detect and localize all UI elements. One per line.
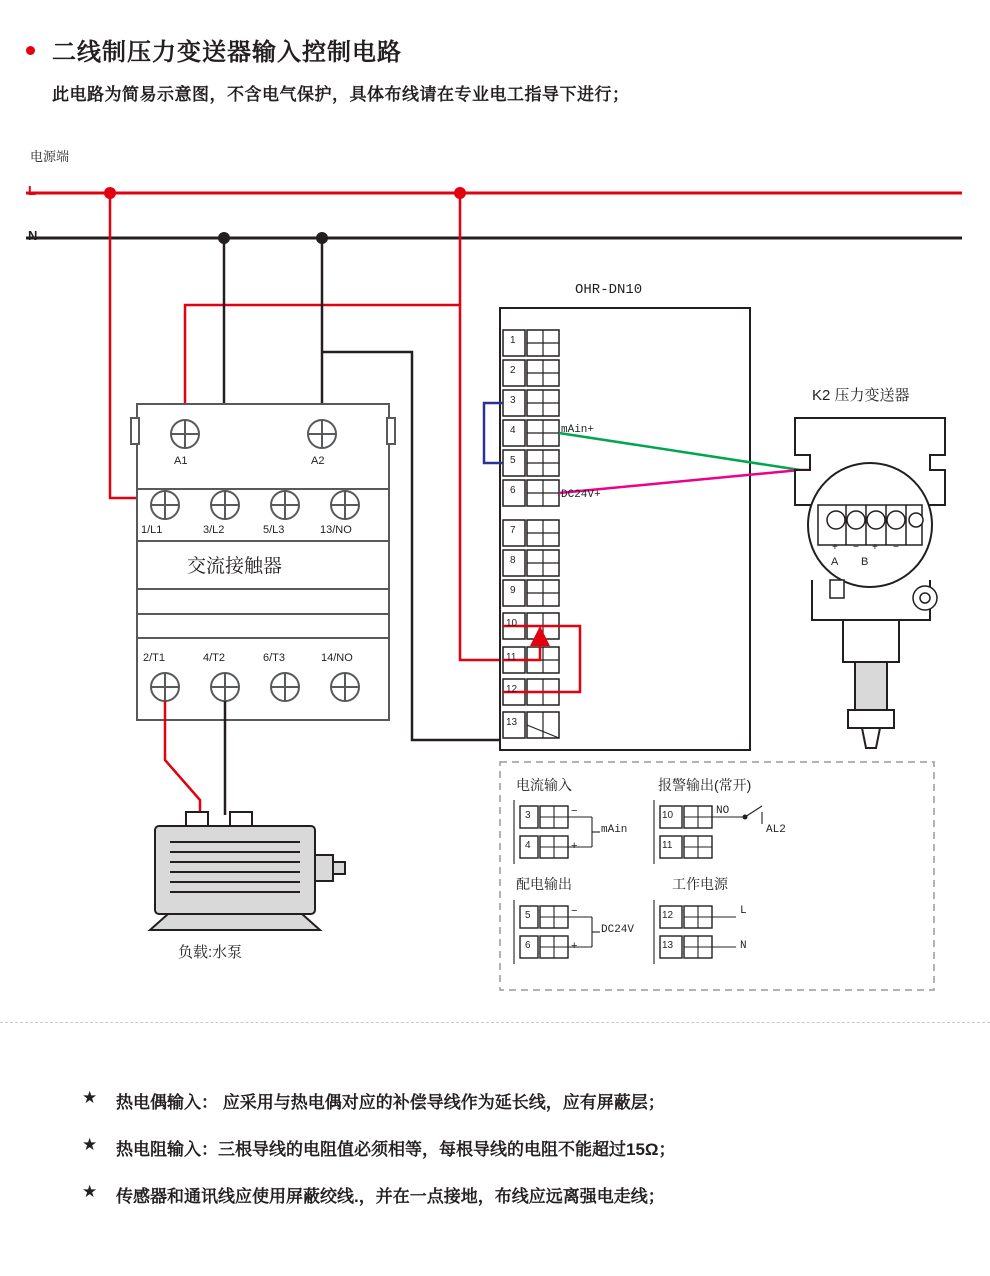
legend-ci-row1-sign: + (571, 840, 578, 852)
contactor-bottom-terminal-1: 4/T2 (203, 652, 226, 664)
legend-wp-row1-no: 13 (662, 940, 674, 951)
module-terminal-9: 9 (510, 585, 516, 596)
contactor-bottom-terminal-3: 14/NO (321, 652, 353, 664)
legend-work-power-title: 工作电源 (672, 876, 728, 892)
legend-wp-row0-no: 12 (662, 910, 674, 921)
legend-current-input-title: 电流输入 (516, 777, 572, 793)
contactor-bottom-terminal-2: 6/T3 (263, 652, 286, 664)
legend-po-row0-no: 5 (525, 910, 531, 921)
note-star-2: ★ (82, 1182, 98, 1201)
transmitter-sign-3: − (893, 542, 899, 553)
module-terminal-8: 8 (510, 555, 516, 566)
legend-po-row0-sign: − (571, 905, 578, 917)
contactor-top-terminal-0: 1/L1 (141, 524, 163, 536)
module-terminal-5: 5 (510, 455, 516, 466)
contactor-top-terminal-3: 13/NO (320, 524, 352, 536)
module-terminal-7: 7 (510, 525, 516, 536)
note-text-1: 热电阻输入：三根导线的电阻值必须相等，每根导线的电阻不能超过15Ω； (116, 1140, 676, 1159)
legend-ci-row0-no: 3 (525, 810, 531, 821)
module-terminal-12: 12 (506, 684, 518, 695)
legend-alarm-title: 报警输出(常开) (658, 777, 752, 793)
note-text-2: 传感器和通讯线应使用屏蔽绞线.，并在一点接地，布线应远离强电走线； (116, 1187, 665, 1206)
contactor-top-terminal-2: 5/L3 (263, 524, 285, 536)
coil-a1-label: A1 (174, 455, 188, 467)
line-N-label: N (28, 228, 38, 243)
transmitter-letter-A: A (831, 556, 839, 568)
contactor-top-terminal-1: 3/L2 (203, 524, 225, 536)
page-title: 二线制压力变送器输入控制电路 (52, 39, 402, 66)
legend-ci-row1-no: 4 (525, 840, 531, 851)
line-L-label: L (28, 183, 36, 198)
page-subtitle: 此电路为简易示意图，不含电气保护，具体布线请在专业电工指导下进行； (52, 85, 630, 104)
legend-ao-row1-no: 11 (662, 840, 673, 851)
module-terminal-10: 10 (506, 618, 518, 629)
transmitter-sign-0: + (832, 542, 838, 553)
module-note-mAin: mAin+ (561, 424, 595, 436)
power-source-label: 电源端 (30, 149, 70, 164)
load-label: 负载:水泵 (178, 944, 243, 961)
note-star-1: ★ (82, 1135, 98, 1154)
module-terminal-3: 3 (510, 395, 516, 406)
transmitter-sign-2: + (872, 542, 878, 553)
legend-ao-signal: AL2 (766, 824, 786, 836)
legend-po-row1-no: 6 (525, 940, 531, 951)
legend-ao-row0-sign: NO (716, 805, 730, 817)
transmitter-title: K2 压力变送器 (812, 387, 910, 404)
legend-ci-row0-sign: − (571, 805, 578, 817)
transmitter-letter-B: B (861, 556, 869, 568)
legend-power-output-title: 配电输出 (516, 876, 572, 892)
module-terminal-11: 11 (506, 652, 517, 663)
legend-po-row1-sign: + (571, 940, 578, 952)
legend-ao-row0-no: 10 (662, 810, 674, 821)
module-terminal-6: 6 (510, 485, 516, 496)
note-text-0: 热电偶输入： 应采用与热电偶对应的补偿导线作为延长线，应有屏蔽层； (116, 1093, 665, 1112)
legend-wp-row0-sign: L (740, 905, 747, 917)
module-terminal-1: 1 (510, 335, 516, 346)
module-terminal-13: 13 (506, 717, 518, 728)
legend-ci-signal: mAin (601, 824, 628, 836)
contactor-name: 交流接触器 (187, 556, 283, 577)
legend-po-signal: DC24V (601, 924, 635, 936)
legend-wp-row1-sign: N (740, 940, 747, 952)
transmitter-sign-1: − (853, 542, 859, 553)
module-terminal-4: 4 (510, 425, 516, 436)
footer-divider (0, 1022, 990, 1023)
coil-a2-label: A2 (311, 455, 325, 467)
contactor-bottom-terminal-0: 2/T1 (143, 652, 166, 664)
note-star-0: ★ (82, 1088, 98, 1107)
module-note-dc24v: DC24V+ (561, 489, 601, 501)
module-terminal-2: 2 (510, 365, 516, 376)
module-title: OHR-DN10 (575, 282, 643, 298)
